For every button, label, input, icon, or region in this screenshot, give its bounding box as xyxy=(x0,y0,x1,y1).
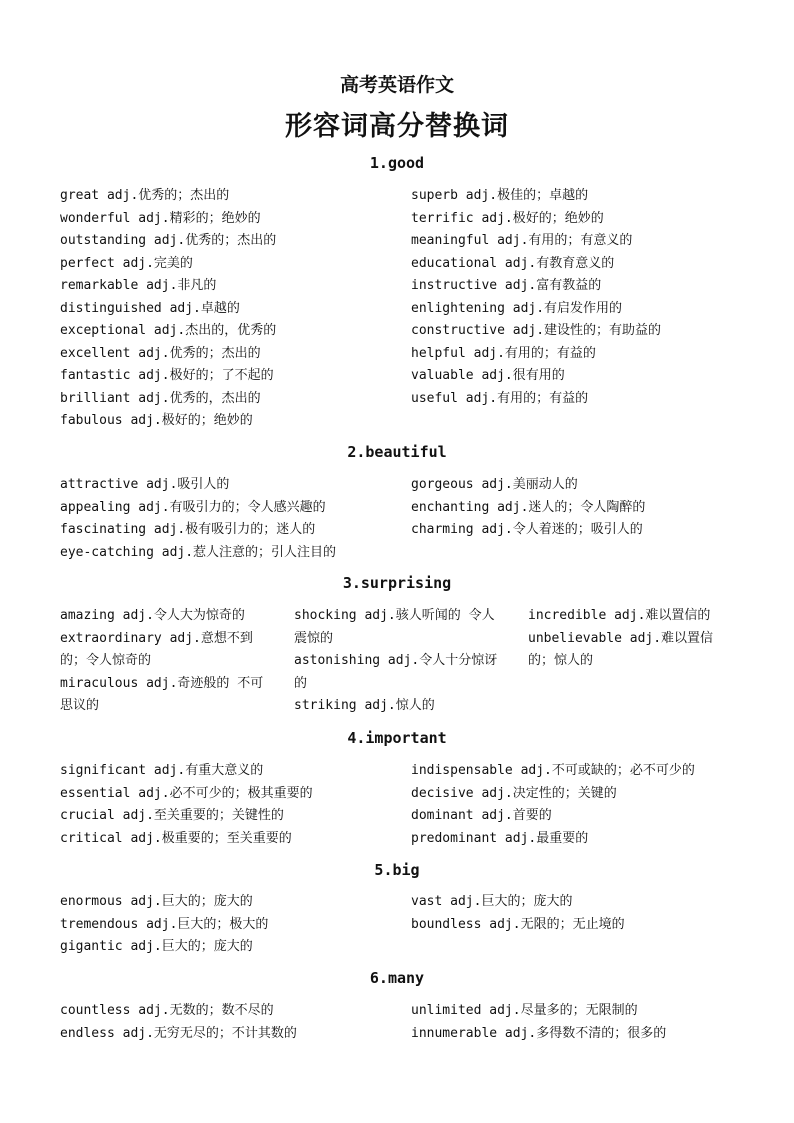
word-entry: gigantic adj.巨大的；庞大的 xyxy=(60,939,253,954)
word-entry: wonderful adj.精彩的；绝妙的 xyxy=(60,210,261,226)
word-entry: fabulous adj.极好的；绝妙的 xyxy=(60,413,253,428)
word-entry: instructive adj.富有教益的 xyxy=(411,278,602,293)
important-left-column xyxy=(60,760,313,850)
section-heading-important: 4.important xyxy=(347,729,447,747)
word-entry: eye-catching adj.惹人注意的；引人注目的 xyxy=(60,544,337,560)
word-entry: enormous adj.巨大的；庞大的 xyxy=(60,894,253,909)
word-entry: crucial adj.至关重要的；关键性的 xyxy=(60,808,284,823)
word-entry: tremendous adj.巨大的；极大的 xyxy=(60,916,269,932)
word-entry: valuable adj.很有用的 xyxy=(411,368,565,383)
word-entry: essential adj.必不可少的；极其重要的 xyxy=(60,785,313,801)
word-entry: astonishing adj.令人十分惊讶的 xyxy=(294,653,498,691)
surprising-column-3 xyxy=(528,605,736,673)
many-left-column xyxy=(60,1000,297,1045)
word-entry: unbelievable adj.难以置信的；惊人的 xyxy=(528,630,714,668)
big-right-column xyxy=(411,891,625,936)
word-entry: endless adj.无穷无尽的；不计其数的 xyxy=(60,1025,297,1041)
word-entry: educational adj.有教育意义的 xyxy=(411,255,615,271)
many-right-column xyxy=(411,1000,666,1045)
word-entry: significant adj.有重大意义的 xyxy=(60,763,264,778)
surprising-column-1 xyxy=(60,605,272,718)
surprising-column-2 xyxy=(294,605,506,718)
word-entry: innumerable adj.多得数不清的；很多的 xyxy=(411,1025,667,1041)
word-entry: enlightening adj.有启发作用的 xyxy=(411,300,623,316)
word-entry: critical adj.极重要的；至关重要的 xyxy=(60,830,292,846)
word-entry: incredible adj.难以置信的 xyxy=(528,608,711,623)
section-heading-surprising: 3.surprising xyxy=(342,574,452,592)
word-entry: vast adj.巨大的；庞大的 xyxy=(411,894,573,909)
word-entry: constructive adj.建设性的；有助益的 xyxy=(411,323,662,338)
word-entry: excellent adj.优秀的；杰出的 xyxy=(60,345,261,361)
section-heading-many: 6.many xyxy=(369,969,425,987)
word-entry: superb adj.极佳的；卓越的 xyxy=(411,188,589,203)
word-entry: attractive adj.吸引人的 xyxy=(60,477,230,492)
word-entry: outstanding adj.优秀的；杰出的 xyxy=(60,233,277,248)
word-entry: boundless adj.无限的；无止境的 xyxy=(411,916,625,932)
word-entry: amazing adj.令人大为惊奇的 xyxy=(60,608,245,623)
word-entry: brilliant adj.优秀的，杰出的 xyxy=(60,390,261,406)
good-left-column xyxy=(60,185,276,433)
beautiful-left-column xyxy=(60,474,336,564)
word-entry: shocking adj.骇人听闻的 令人震惊的 xyxy=(294,608,495,646)
important-right-column xyxy=(411,760,695,850)
word-entry: dominant adj.首要的 xyxy=(411,808,552,823)
word-entry: enchanting adj.迷人的；令人陶醉的 xyxy=(411,499,646,515)
word-entry: countless adj.无数的；数不尽的 xyxy=(60,1003,274,1018)
section-heading-beautiful: 2.beautiful xyxy=(347,443,447,461)
beautiful-right-column xyxy=(411,474,645,542)
word-entry: miraculous adj.奇迹般的 不可思议的 xyxy=(60,675,264,713)
word-entry: useful adj.有用的；有益的 xyxy=(411,390,589,406)
word-entry: predominant adj.最重要的 xyxy=(411,830,589,846)
word-entry: terrific adj.极好的；绝妙的 xyxy=(411,210,604,226)
word-entry: meaningful adj.有用的；有意义的 xyxy=(411,233,633,248)
word-entry: helpful adj.有用的；有益的 xyxy=(411,345,596,361)
word-entry: fantastic adj.极好的；了不起的 xyxy=(60,368,274,383)
word-entry: striking adj.惊人的 xyxy=(294,698,435,713)
word-entry: unlimited adj.尽量多的；无限制的 xyxy=(411,1003,638,1018)
word-entry: extraordinary adj.意想不到的；令人惊奇的 xyxy=(60,630,253,668)
word-entry: remarkable adj.非凡的 xyxy=(60,278,217,293)
big-left-column xyxy=(60,891,268,959)
word-entry: perfect adj.完美的 xyxy=(60,255,193,271)
word-entry: exceptional adj.杰出的，优秀的 xyxy=(60,323,277,338)
word-entry: gorgeous adj.美丽动人的 xyxy=(411,477,578,492)
word-entry: great adj.优秀的；杰出的 xyxy=(60,188,230,203)
word-entry: appealing adj.有吸引力的；令人感兴趣的 xyxy=(60,499,326,515)
word-entry: indispensable adj.不可或缺的；必不可少的 xyxy=(411,763,695,778)
section-heading-big: 5.big xyxy=(374,861,420,879)
good-right-column xyxy=(411,185,661,410)
word-entry: charming adj.令人着迷的；吸引人的 xyxy=(411,522,643,537)
document-title: 形容词高分替换词 xyxy=(285,111,509,142)
word-entry: distinguished adj.卓越的 xyxy=(60,300,240,316)
section-heading-good: 1.good xyxy=(369,154,425,172)
word-entry: decisive adj.决定性的；关键的 xyxy=(411,785,617,801)
word-entry: fascinating adj.极有吸引力的；迷人的 xyxy=(60,522,316,537)
document-supertitle: 高考英语作文 xyxy=(339,74,454,96)
